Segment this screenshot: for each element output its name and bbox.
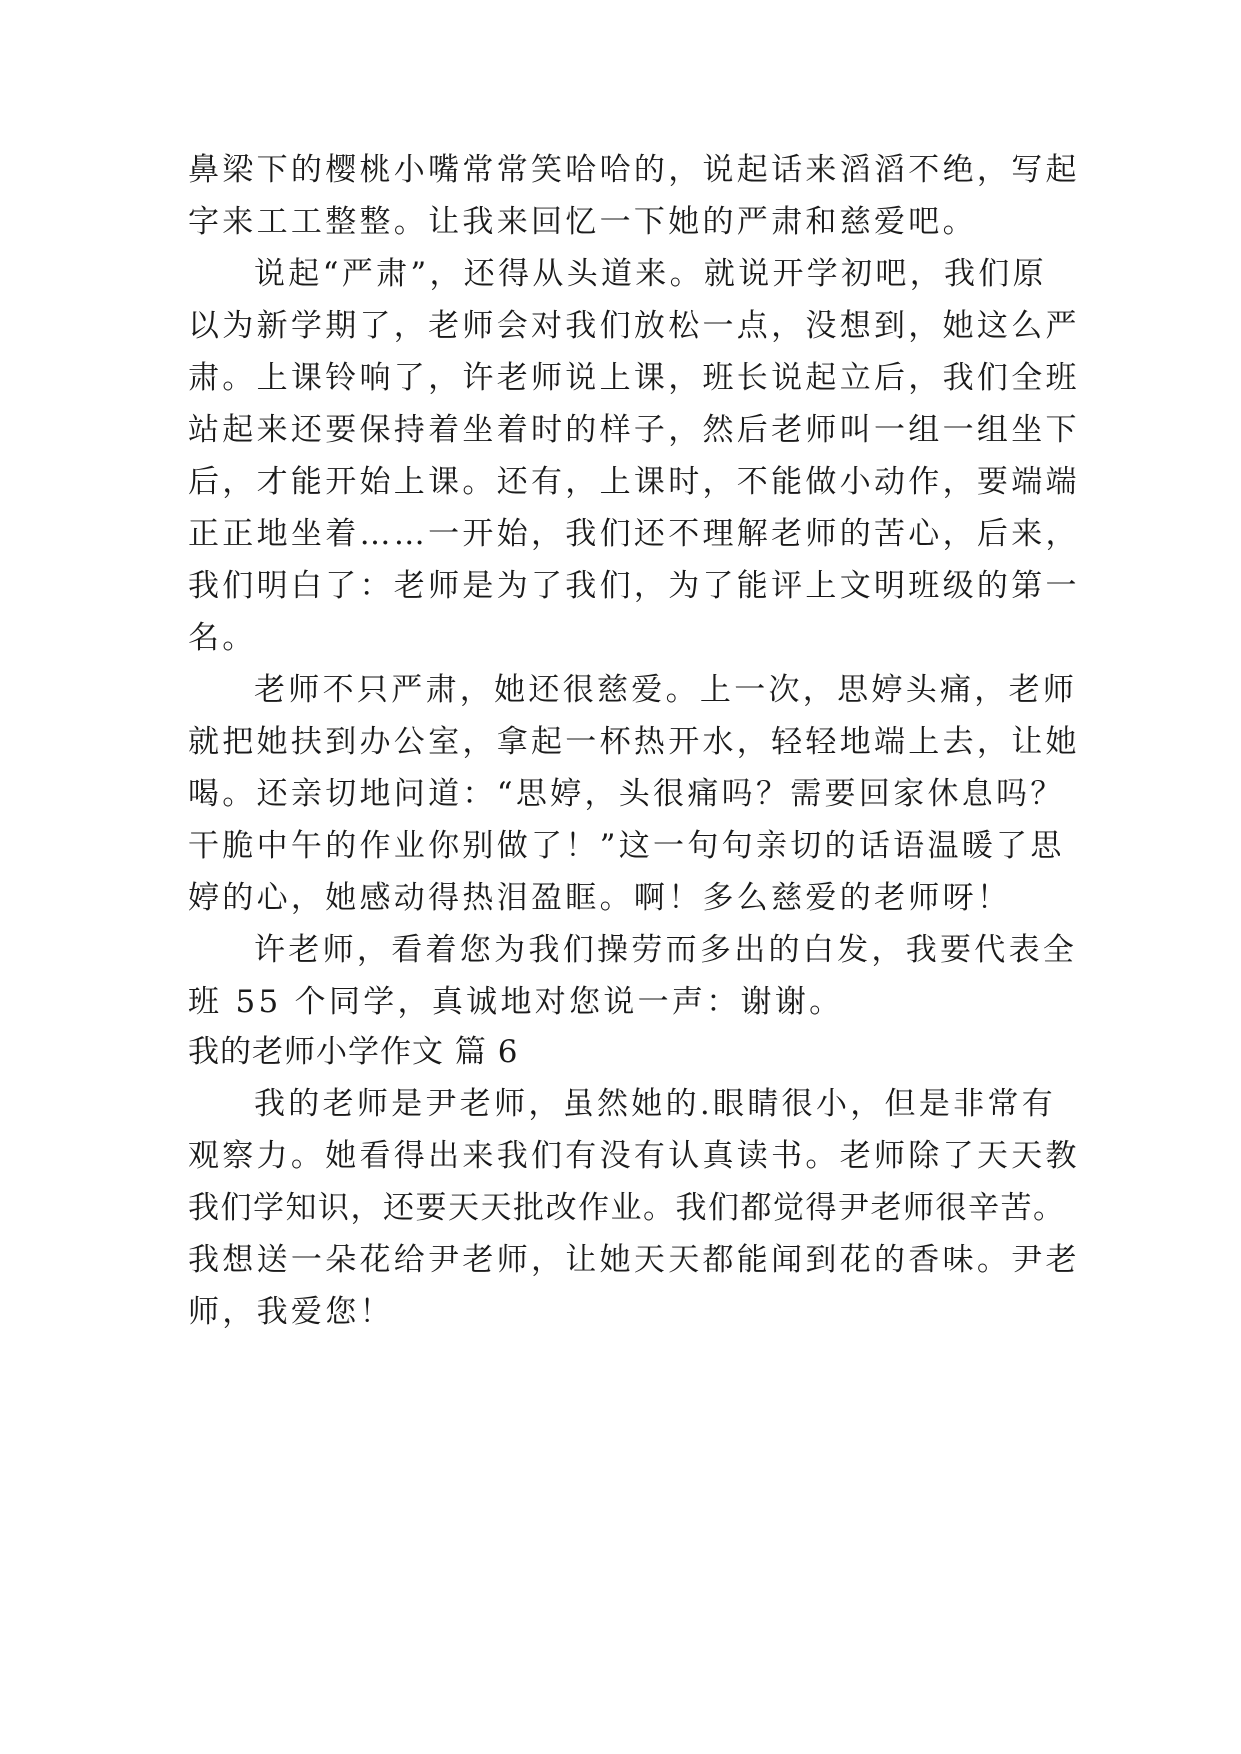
text-line: 站起来还要保持着坐着时的样子，然后老师叫一组一组坐下 [188,412,1080,448]
text-line: 说起“严肃”，还得从头道来。就说开学初吧，我们原 [254,256,1047,292]
text-line: 我们学知识，还要天天批改作业。我们都觉得尹老师很辛苦。 [188,1190,1066,1226]
text-line: 名。 [188,620,257,656]
text-line: 正正地坐着……一开始，我们还不理解老师的苦心，后来， [188,516,1080,552]
text-line: 后，才能开始上课。还有，上课时，不能做小动作，要端端 [188,464,1080,500]
text-line: 师，我爱您！ [188,1294,394,1330]
text-line: 我想送一朵花给尹老师，让她天天都能闻到花的香味。尹老 [188,1242,1080,1278]
text-line: 观察力。她看得出来我们有没有认真读书。老师除了天天教 [188,1138,1080,1174]
text-line: 肃。上课铃响了，许老师说上课，班长说起立后，我们全班 [188,360,1080,396]
text-line: 喝。还亲切地问道：“思婷，头很痛吗？需要回家休息吗？ [188,776,1065,812]
text-line: 我们明白了：老师是为了我们，为了能评上文明班级的第一 [188,568,1080,604]
section-heading: 我的老师小学作文 篇 6 [188,1034,519,1070]
text-line: 干脆中午的作业你别做了！”这一句句亲切的话语温暖了思 [188,828,1065,864]
text-line: 婷的心，她感动得热泪盈眶。啊！多么慈爱的老师呀！ [188,880,1012,916]
text-line: 以为新学期了，老师会对我们放松一点，没想到，她这么严 [188,308,1080,344]
text-line: 老师不只严肃，她还很慈爱。上一次，思婷头痛，老师 [254,672,1078,708]
text-line: 字来工工整整。让我来回忆一下她的严肃和慈爱吧。 [188,204,977,240]
text-line: 班 55 个同学，真诚地对您说一声：谢谢。 [188,984,844,1020]
text-line: 就把她扶到办公室，拿起一杯热开水，轻轻地端上去，让她 [188,724,1080,760]
text-line: 许老师，看着您为我们操劳而多出的白发，我要代表全 [254,932,1078,968]
text-line: 鼻梁下的樱桃小嘴常常笑哈哈的，说起话来滔滔不绝，写起 [188,152,1080,188]
text-line: 我的老师是尹老师，虽然她的.眼睛很小，但是非常有 [254,1086,1057,1122]
